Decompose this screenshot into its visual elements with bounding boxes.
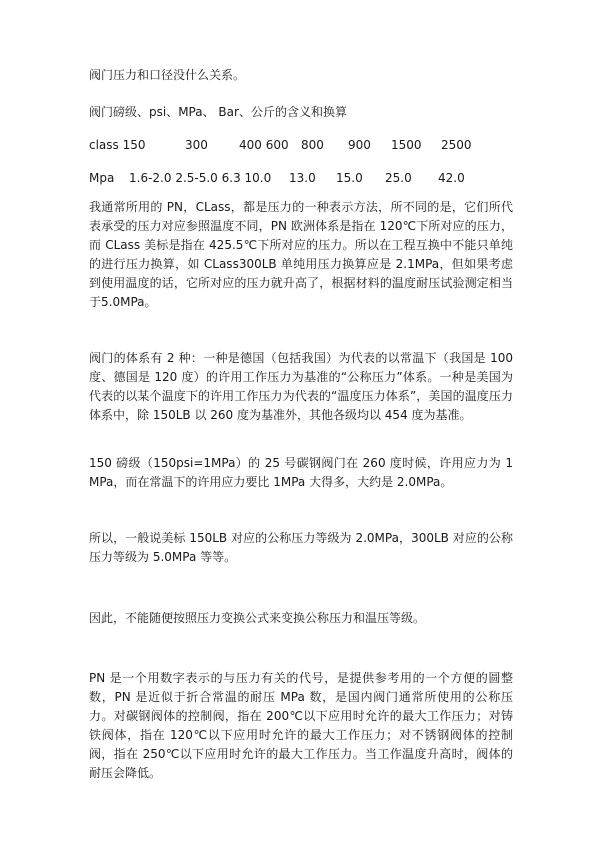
intro-line: 阀门压力和口径没什么关系。 xyxy=(89,68,246,82)
class-value: 900 xyxy=(348,138,371,152)
mpa-value: 13.0 xyxy=(289,171,316,185)
paragraph-3: 150 磅级（150psi=1MPa）的 25 号碳钢阀门在 260 度时候，许用应力为 1MPa，而在常温下的许用应力要比 1MPa 大得多，大约是 2.0MPa。 xyxy=(89,456,513,489)
paragraph-4: 所以，一般说美标 150LB 对应的公称压力等级为 2.0MPa，300LB 对应的公称压力等级为 5.0MPa 等等。 xyxy=(89,531,513,564)
class-value: 2500 xyxy=(441,138,472,152)
mpa-value: 1.6-2.0 2.5-5.0 6.3 10.0 xyxy=(129,171,272,185)
mpa-value: 25.0 xyxy=(385,171,412,185)
class-label: class 150 xyxy=(89,138,146,152)
paragraph-6: PN 是一个用数字表示的与压力有关的代号，是提供参考用的一个方便的圆整数，PN 是近似于折合常温的耐压 MPa 数，是国内阀门通常所使用的公称压力。对碳钢阀体的控制阀，指在 200℃以下应用时允许的最大工作压力；对铸铁阀体，指在 120℃以下应用时允许的最大工作压力；对不锈钢阀体的控制阀，指在 250℃以下应用时允许的最大工作压力。当工作温度升高时，阀体的耐压会降低。 xyxy=(89,671,513,780)
mpa-value: 15.0 xyxy=(336,171,363,185)
paragraph-5: 因此，不能随便按照压力变换公式来变换公称压力和温压等级。 xyxy=(89,611,426,625)
class-value: 800 xyxy=(301,138,324,152)
class-value: 400 600 xyxy=(239,138,289,152)
section-heading: 阀门磅级、psi、MPa、 Bar、公斤的含义和换算 xyxy=(89,105,347,119)
mpa-value: 42.0 xyxy=(438,171,465,185)
paragraph-1: 我通常所用的 PN，CLass，都是压力的一种表示方法，所不同的是，它们所代表承受的压力对应参照温度不同，PN 欧洲体系是指在 120℃下所对应的压力，而 CLass 美标是指在 425.5℃下所对应的压力。所以在工程互换中不能只单纯的进行压力换算，如 CLass300LB 单纯用压力换算应是 2.1MPa，但如果考虑到使用温度的话，它所对应的压力就升高了，根据材料的温度耐压试验测定相当于5.0MPa。 xyxy=(89,200,513,309)
paragraph-2: 阀门的体系有 2 种：一种是德国（包括我国）为代表的以常温下（我国是 100 度、德国是 120 度）的许用工作压力为基准的“公称压力”体系。一种是美国为代表的以某个温度下的许用工作压力为代表的“温度压力体系”，美国的温度压力体系中，除 150LB 以 260 度为基准外，其他各级均以 454 度为基准。 xyxy=(89,351,513,422)
class-value: 300 xyxy=(185,138,208,152)
class-row xyxy=(89,136,513,155)
mpa-label: Mpa xyxy=(89,171,115,185)
class-value: 1500 xyxy=(391,138,422,152)
mpa-row xyxy=(89,169,513,188)
